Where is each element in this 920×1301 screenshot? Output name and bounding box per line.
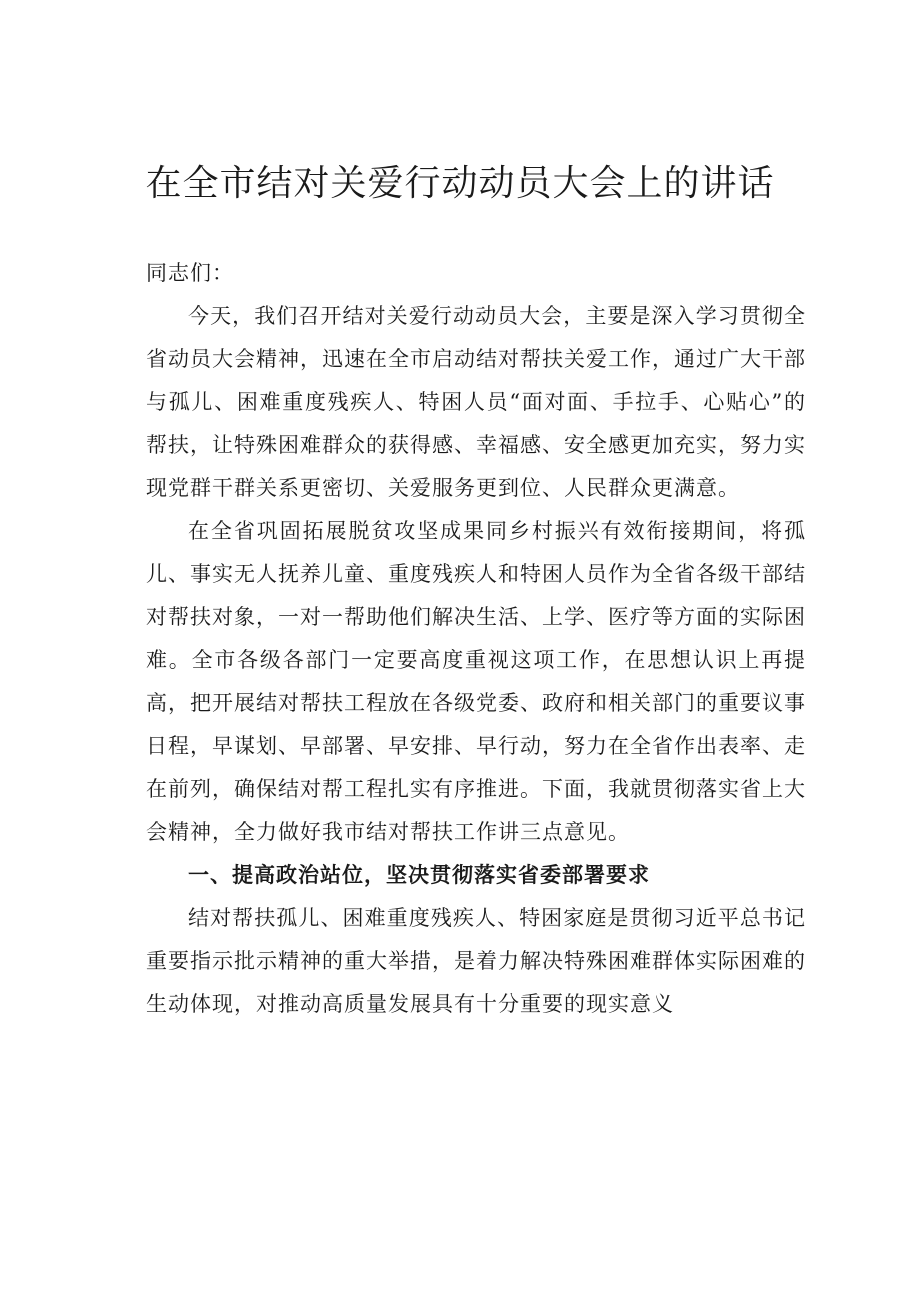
- salutation: 同志们：: [146, 261, 234, 285]
- document-title: 在全市结对关爱行动动员大会上的讲话: [145, 163, 775, 204]
- paragraph-opening: 今天，我们召开结对关爱行动动员大会，主要是深入学习贯彻全省动员大会精神，迅速在全市启动结对帮扶关爱工作，通过广大干部与孤儿、困难重度残疾人、特困人员“面对面、手拉手、心贴心”的帮扶，让特殊困难群众的获得感、幸福感、安全感更加充实，努力实现党群干群关系更密切、关爱服务更到位、人民群众更满意。: [146, 304, 806, 500]
- section-one-paragraph: 结对帮扶孤儿、困难重度残疾人、特困家庭是贯彻习近平总书记重要指示批示精神的重大举措，是着力解决特殊困难群体实际困难的生动体现，对推动高质量发展具有十分重要的现实意义: [146, 906, 806, 1016]
- document-body: [146, 252, 806, 1026]
- section-heading-one: 一、提高政治站位，坚决贯彻落实省委部署要求: [188, 863, 650, 887]
- paragraph-background: 在全省巩固拓展脱贫攻坚成果同乡村振兴有效衔接期间，将孤儿、事实无人抚养儿童、重度残疾人和特困人员作为全省各级干部结对帮扶对象，一对一帮助他们解决生活、上学、医疗等方面的实际困难。全市各级各部门一定要高度重视这项工作，在思想认识上再提高，把开展结对帮扶工程放在各级党委、政府和相关部门的重要议事日程，早谋划、早部署、早安排、早行动，努力在全省作出表率、走在前列，确保结对帮工程扎实有序推进。下面，我就贯彻落实省上大会精神，全力做好我市结对帮扶工作讲三点意见。: [146, 519, 806, 844]
